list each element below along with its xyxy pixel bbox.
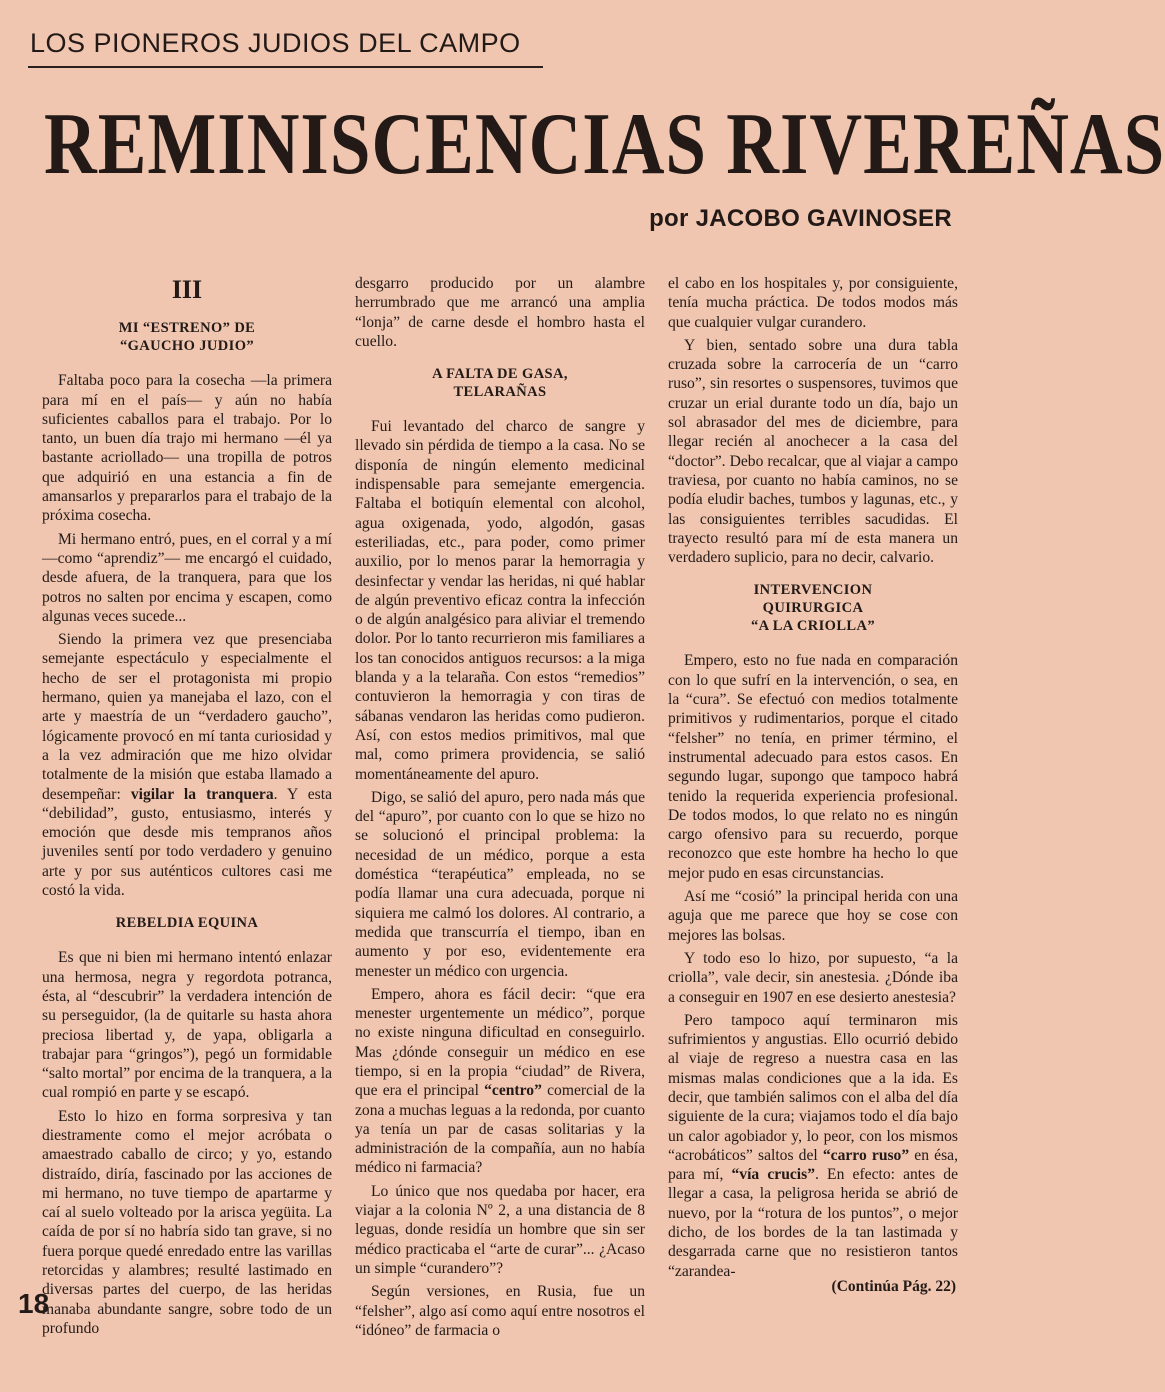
paragraph: Mi hermano entró, pues, en el corral y a mí —como “aprendiz”— me encargó el cuidado, desde afuera, de la tranquera, para que los potros no salten por encima y escapen, como algunas veces sucede... [42, 530, 332, 625]
paragraph: Empero, esto no fue nada en comparación con lo que sufrí en la intervención, o sea, en la “cura”. Se efectuó con medios totalmente primitivos y rudimentarios, porque el citado “felsher” no tenía, en primer término, el instrumental adecuado para estos casos. En segundo lugar, supongo que tampoco habrá tenido la requerida experiencia profesional. De todos modos, lo que relato no es ningún cargo ofensivo para su recuerdo, porque reconozco que este hombre ha hecho lo que mejor pudo en esas circunstancias. [668, 652, 958, 882]
header-rule [28, 66, 543, 68]
chapter-number: III [171, 275, 203, 304]
text-run: . Y esta “debilidad”, gusto, entusiasmo, interés y emoción que desde mis tempranos años juveniles sentí por todo verdadero y genuino arte y por sus auténticos cultores casi me costó la vida. [42, 785, 332, 900]
paragraph: Digo, se salió del apuro, pero nada más que del “apuro”, por cuanto con lo que se hizo no se solucionó el principal problema: la necesidad de un médico, porque a esta doméstica “terapéutica” empleada, no se podía llamar una cura adecuada, porque ni siquiera me calmó los dolores. Al contrario, a medida que transcurría el tiempo, iban en aumento y por eso, evidentemente era menester un médico con urgencia. [355, 788, 645, 980]
text-run: Empero, ahora es fácil decir: “que era menester urgentemente un médico”, porque no existe ninguna dificultad en conseguirlo. Mas ¿dónde conseguir un médico en ese tiempo, si en la propia “ciudad” de Rivera, que era el principal [355, 985, 645, 1100]
paragraph: Es que ni bien mi hermano intentó enlazar una hermosa, negra y regordota potranca, ésta, al “descubrir” la verdadera intención de su perseguidor, (la de quitarle su hasta ahora preciosa libertad y, de yapa, obligarla a trabajar para “gringos”), pegó un formidable “salto mortal” por encima de la tranquera, a la cual rompió en parte y se escapó. [42, 949, 332, 1102]
subheading-line: TELARAÑAS [453, 384, 547, 401]
page-number: 18 [18, 1288, 50, 1319]
article-title: REMINISCENCIAS RIVEREÑAS [44, 95, 1165, 193]
paragraph: Según versiones, en Rusia, fue un “felsher”, algo así como aquí entre nosotros el “idóneo” de farmacia o [355, 1283, 645, 1339]
paragraph: Faltaba poco para la cosecha —la primera para mí en el país— y aún no había suficientes caballos para el trabajo. Por lo tanto, un buen día trajo mi hermano —él ya bastante acriollado— una tropilla de potros que adquirió en una estancia a fin de amansarlos y prepararlos para el trabajo de la próxima cosecha. [42, 372, 332, 525]
text-run: Pero tampoco aquí terminaron mis sufrimientos y angustias. Ello ocurrió debido al viaje de regreso a nuestra casa en las mismas malas condiciones que a la ida. Es decir, que también salimos con el alba del día siguiente de la cura; viajamos todo el día bajo un calor agobiador y, lo peor, con los mismos “acrobáticos” saltos del [668, 1011, 958, 1164]
subheading-line: QUIRURGICA [762, 600, 864, 617]
subheading-intervencion [668, 581, 958, 635]
text-run: . En efecto: antes de llegar a casa, la peligrosa herida se abrió de nuevo, por la “rotura de los puntos”, o mejor dicho, de los bordes de la tan lastimada y desgarrada carne que no resistieron tantos “zarandea- [668, 1166, 958, 1280]
paragraph [355, 985, 645, 1178]
paragraph: Así me “cosió” la principal herida con una aguja que me parece que hoy se cose con mejores las bolsas. [668, 888, 958, 944]
bold-text: vigilar la tranquera [130, 785, 274, 803]
continuation-note: (Continúa Pág. 22) [831, 1278, 956, 1295]
text-run: en ésa, para mí, [668, 1146, 958, 1184]
subheading-line: INTERVENCION [753, 582, 873, 599]
article-byline: por JACOBO GAVINOSER [649, 205, 952, 232]
paragraph: el cabo en los hospitales y, por consiguiente, tenía mucha práctica. De todos modos más que cualquier vulgar curandero. [668, 275, 958, 331]
text-column-3 [668, 274, 958, 1314]
paragraph: Y todo eso lo hizo, por supuesto, “a la criolla”, vale decir, sin anestesia. ¿Dónde iba a conseguir en 1907 en ese desierto anestesia? [668, 949, 958, 1006]
subheading-line: MI “ESTRENO” DE [118, 320, 256, 337]
subheading-line: “A LA CRIOLLA” [750, 618, 876, 635]
subheading-estreno [42, 319, 332, 355]
text-run: Siendo la primera vez que presenciaba semejante espectáculo y especialmente el hecho de ser el protagonista mi propio hermano, quien ya manejaba el lazo, con el arte y maestría de un “verdadero gaucho”, lógicamente provocó en mí tanta curiosidad y a la vez admiración que me hizo olvidar totalmente de la misión que estaba llamado a desempeñar: [42, 631, 332, 803]
series-header: LOS PIONEROS JUDIOS DEL CAMPO [30, 28, 521, 58]
paragraph [668, 1011, 958, 1281]
paragraph: desgarro producido por un alambre herrumbrado que me arrancó una amplia “lonja” de carne desde el hombro hasta el cuello. [355, 275, 645, 350]
paragraph: Esto lo hizo en forma sorpresiva y tan diestramente como el mejor acróbata o amaestrado caballo de circo; y yo, estando distraído, diría, fascinado por las acciones de mi hermano, no tuve tiempo de apartarme y caí al suelo volteado por la arisca yegüita. La caída de por sí no habría sido tan grave, si no fuera porque quedé enredado entre las varillas retorcidas y alambres; resulté lastimado en diversas partes del cuerpo, de las heridas manaba abundante sangre, sobre todo de un profundo [42, 1107, 332, 1337]
bold-text: “vía crucis” [731, 1166, 816, 1184]
bold-text: “carro ruso” [822, 1146, 910, 1164]
subheading-rebeldia: REBELDIA EQUINA [115, 915, 259, 932]
text-column-2 [355, 274, 645, 1339]
subheading-gasa [355, 365, 645, 401]
subheading-line: “GAUCHO JUDIO” [119, 338, 255, 355]
paragraph: Fui levantado del charco de sangre y llevado sin pérdida de tiempo a la casa. No se disponía de ningún elemento medicinal indispensable para semejante emergencia. Faltaba el botiquín elemental con alcohol, agua oxigenada, yodo, algodón, gasas esteriliadas, etc., para poder, como primer auxilio, por lo menos parar la hemorragia y desinfectar y vendar las heridas, ni qué hablar de algún preventivo eficaz contra la infección o de algún analgésico para aliviar el tremendo dolor. Por lo tanto recurrieron mis familiares a los tan conocidos antiguos recursos: a la miga blanda y a la telaraña. Con estos “remedios” contuvieron la hemorragia y con tiras de sábanas vendaron las heridas como pudieron. Así, con estos medios primitivos, mal que mal, como primera providencia, se salió momentáneamente del apuro. [355, 418, 645, 783]
subheading-line: A FALTA DE GASA, [432, 366, 568, 383]
bold-text: “centro” [484, 1082, 542, 1100]
paragraph [42, 630, 332, 900]
paragraph: Lo único que nos quedaba por hacer, era viajar a la colonia Nº 2, a una distancia de 8 leguas, donde residía un hombre que sin ser médico practicaba el “arte de curar”... ¿Acaso un simple “curandero”? [355, 1182, 645, 1277]
text-run: comercial de la zona a muchas leguas a la redonda, por cuanto ya tenía un par de casas solitarias y la administración de la compañía, aun no había médico ni farmacia? [355, 1082, 645, 1177]
paragraph: Y bien, sentado sobre una dura tabla cruzada sobre la carrocería de un “carro ruso”, sin resortes o suspensores, tuvimos que cruzar un erial durante todo un día, bajo un sol abrasador del mes de diciembre, para llegar recién al anochecer a la casa del “doctor”. Debo recalcar, que al viajar a campo traviesa, por cuanto no había caminos, no se podía eludir baches, tumbos y lagunas, etc., y las consiguientes terribles sacudidas. El trayecto resultó para mí de esta manera un verdadero suplicio, para no decir, calvario. [668, 336, 958, 567]
text-column-1 [42, 272, 332, 1337]
